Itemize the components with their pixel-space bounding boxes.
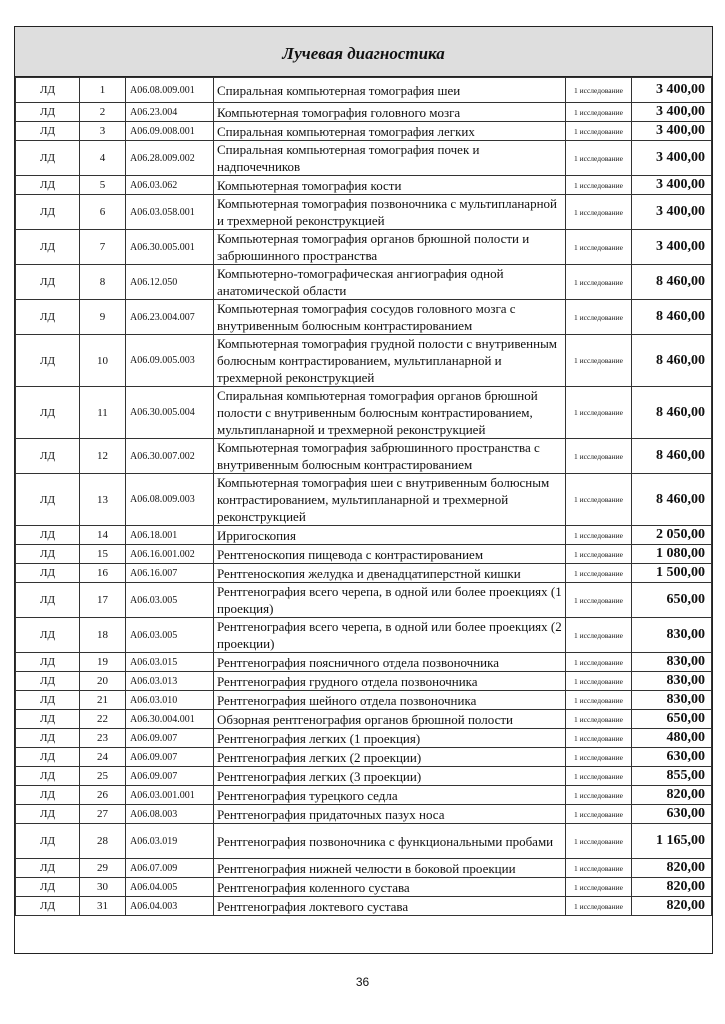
table-row xyxy=(16,195,712,230)
unit-cell: 1 исследование xyxy=(566,767,632,786)
row-number-cell: 17 xyxy=(80,583,126,618)
price-table xyxy=(15,77,712,916)
row-number-cell: 12 xyxy=(80,439,126,474)
table-row xyxy=(16,729,712,748)
service-name-cell: Обзорная рентгенография органов брюшной полости xyxy=(214,710,566,729)
row-number-cell: 1 xyxy=(80,78,126,103)
service-name-cell: Рентгеноскопия желудка и двенадцатиперстной кишки xyxy=(214,564,566,583)
unit-cell: 1 исследование xyxy=(566,824,632,859)
unit-cell: 1 исследование xyxy=(566,729,632,748)
table-row xyxy=(16,439,712,474)
table-row xyxy=(16,786,712,805)
unit-cell: 1 исследование xyxy=(566,78,632,103)
row-number-cell: 30 xyxy=(80,878,126,897)
service-code-cell: A06.28.009.002 xyxy=(126,141,214,176)
unit-cell: 1 исследование xyxy=(566,122,632,141)
price-cell: 8 460,00 xyxy=(632,474,712,526)
service-name-cell: Рентгенография коленного сустава xyxy=(214,878,566,897)
service-code-cell: A06.08.003 xyxy=(126,805,214,824)
section-code-cell: ЛД xyxy=(16,618,80,653)
section-code-cell: ЛД xyxy=(16,805,80,824)
service-name-cell: Компьютерная томография сосудов головного мозга с внутривенным болюсным контрастированием xyxy=(214,300,566,335)
table-row xyxy=(16,141,712,176)
row-number-cell: 3 xyxy=(80,122,126,141)
price-cell: 820,00 xyxy=(632,878,712,897)
unit-cell: 1 исследование xyxy=(566,691,632,710)
unit-cell: 1 исследование xyxy=(566,526,632,545)
price-cell: 820,00 xyxy=(632,786,712,805)
price-cell: 3 400,00 xyxy=(632,230,712,265)
section-code-cell: ЛД xyxy=(16,439,80,474)
table-row xyxy=(16,122,712,141)
service-code-cell: A06.23.004 xyxy=(126,103,214,122)
service-name-cell: Компьютерная томография позвоночника с мультипланарной и трехмерной реконструкцией xyxy=(214,195,566,230)
price-cell: 1 165,00 xyxy=(632,824,712,859)
row-number-cell: 21 xyxy=(80,691,126,710)
service-code-cell: A06.03.010 xyxy=(126,691,214,710)
table-row xyxy=(16,583,712,618)
table-row xyxy=(16,103,712,122)
service-name-cell: Рентгенография всего черепа, в одной или более проекциях (2 проекции) xyxy=(214,618,566,653)
page-number: 36 xyxy=(355,975,370,989)
table-row xyxy=(16,672,712,691)
service-code-cell: A06.09.005.003 xyxy=(126,335,214,387)
service-name-cell: Рентгенография позвоночника с функциональными пробами xyxy=(214,824,566,859)
unit-cell: 1 исследование xyxy=(566,878,632,897)
table-row xyxy=(16,545,712,564)
row-number-cell: 29 xyxy=(80,859,126,878)
table-row xyxy=(16,387,712,439)
row-number-cell: 9 xyxy=(80,300,126,335)
table-row xyxy=(16,474,712,526)
section-code-cell: ЛД xyxy=(16,103,80,122)
section-code-cell: ЛД xyxy=(16,545,80,564)
service-name-cell: Рентгенография локтевого сустава xyxy=(214,897,566,916)
section-header xyxy=(15,27,712,77)
row-number-cell: 11 xyxy=(80,387,126,439)
section-code-cell: ЛД xyxy=(16,583,80,618)
price-cell: 830,00 xyxy=(632,618,712,653)
service-code-cell: A06.03.005 xyxy=(126,618,214,653)
row-number-cell: 23 xyxy=(80,729,126,748)
service-name-cell: Рентгенография всего черепа, в одной или более проекциях (1 проекция) xyxy=(214,583,566,618)
price-cell: 3 400,00 xyxy=(632,176,712,195)
price-cell: 3 400,00 xyxy=(632,195,712,230)
table-row xyxy=(16,653,712,672)
row-number-cell: 22 xyxy=(80,710,126,729)
price-cell: 820,00 xyxy=(632,897,712,916)
service-code-cell: A06.03.013 xyxy=(126,672,214,691)
service-code-cell: A06.04.003 xyxy=(126,897,214,916)
price-cell: 1 500,00 xyxy=(632,564,712,583)
service-code-cell: A06.16.007 xyxy=(126,564,214,583)
section-code-cell: ЛД xyxy=(16,653,80,672)
section-code-cell: ЛД xyxy=(16,710,80,729)
service-name-cell: Рентгенография легких (1 проекция) xyxy=(214,729,566,748)
row-number-cell: 15 xyxy=(80,545,126,564)
unit-cell: 1 исследование xyxy=(566,265,632,300)
service-name-cell: Спиральная компьютерная томография органов брюшной полости с внутривенным болюсным контрастированием, мультипланарной и трехмерной реконструкцией xyxy=(214,387,566,439)
service-name-cell: Рентгенография придаточных пазух носа xyxy=(214,805,566,824)
service-name-cell: Рентгенография грудного отдела позвоночника xyxy=(214,672,566,691)
row-number-cell: 4 xyxy=(80,141,126,176)
section-code-cell: ЛД xyxy=(16,474,80,526)
table-row xyxy=(16,767,712,786)
price-cell: 3 400,00 xyxy=(632,103,712,122)
table-row xyxy=(16,748,712,767)
service-code-cell: A06.03.001.001 xyxy=(126,786,214,805)
row-number-cell: 7 xyxy=(80,230,126,265)
section-code-cell: ЛД xyxy=(16,387,80,439)
section-code-cell: ЛД xyxy=(16,767,80,786)
unit-cell: 1 исследование xyxy=(566,103,632,122)
unit-cell: 1 исследование xyxy=(566,672,632,691)
table-row xyxy=(16,878,712,897)
service-code-cell: A06.03.058.001 xyxy=(126,195,214,230)
row-number-cell: 25 xyxy=(80,767,126,786)
unit-cell: 1 исследование xyxy=(566,545,632,564)
section-code-cell: ЛД xyxy=(16,176,80,195)
row-number-cell: 10 xyxy=(80,335,126,387)
unit-cell: 1 исследование xyxy=(566,710,632,729)
price-cell: 650,00 xyxy=(632,583,712,618)
row-number-cell: 24 xyxy=(80,748,126,767)
service-code-cell: A06.09.007 xyxy=(126,767,214,786)
service-code-cell: A06.09.008.001 xyxy=(126,122,214,141)
table-row xyxy=(16,230,712,265)
service-name-cell: Рентгенография нижней челюсти в боковой проекции xyxy=(214,859,566,878)
price-cell: 8 460,00 xyxy=(632,335,712,387)
unit-cell: 1 исследование xyxy=(566,748,632,767)
unit-cell: 1 исследование xyxy=(566,618,632,653)
price-cell: 830,00 xyxy=(632,691,712,710)
price-cell: 8 460,00 xyxy=(632,439,712,474)
unit-cell: 1 исследование xyxy=(566,564,632,583)
price-cell: 480,00 xyxy=(632,729,712,748)
service-code-cell: A06.09.007 xyxy=(126,729,214,748)
row-number-cell: 8 xyxy=(80,265,126,300)
table-row xyxy=(16,176,712,195)
service-code-cell: A06.12.050 xyxy=(126,265,214,300)
row-number-cell: 2 xyxy=(80,103,126,122)
unit-cell: 1 исследование xyxy=(566,897,632,916)
section-code-cell: ЛД xyxy=(16,335,80,387)
service-name-cell: Компьютерная томография забрюшинного пространства с внутривенным болюсным контрастированием xyxy=(214,439,566,474)
row-number-cell: 18 xyxy=(80,618,126,653)
service-name-cell: Компьютерная томография органов брюшной полости и забрюшинного пространства xyxy=(214,230,566,265)
service-code-cell: A06.07.009 xyxy=(126,859,214,878)
price-cell: 3 400,00 xyxy=(632,122,712,141)
row-number-cell: 27 xyxy=(80,805,126,824)
price-table-body xyxy=(16,78,712,916)
unit-cell: 1 исследование xyxy=(566,439,632,474)
row-number-cell: 20 xyxy=(80,672,126,691)
service-name-cell: Компьютерная томография головного мозга xyxy=(214,103,566,122)
table-row xyxy=(16,300,712,335)
section-code-cell: ЛД xyxy=(16,859,80,878)
row-number-cell: 5 xyxy=(80,176,126,195)
row-number-cell: 13 xyxy=(80,474,126,526)
section-title: Лучевая диагностика xyxy=(282,43,445,63)
service-code-cell: A06.04.005 xyxy=(126,878,214,897)
section-code-cell: ЛД xyxy=(16,78,80,103)
service-code-cell: A06.08.009.003 xyxy=(126,474,214,526)
unit-cell: 1 исследование xyxy=(566,335,632,387)
section-code-cell: ЛД xyxy=(16,526,80,545)
service-code-cell: A06.03.062 xyxy=(126,176,214,195)
section-code-cell: ЛД xyxy=(16,564,80,583)
table-row xyxy=(16,78,712,103)
table-row xyxy=(16,859,712,878)
table-row xyxy=(16,618,712,653)
unit-cell: 1 исследование xyxy=(566,141,632,176)
row-number-cell: 26 xyxy=(80,786,126,805)
service-name-cell: Компьютерно-томографическая ангиография одной анатомической области xyxy=(214,265,566,300)
unit-cell: 1 исследование xyxy=(566,195,632,230)
section-code-cell: ЛД xyxy=(16,748,80,767)
table-row xyxy=(16,526,712,545)
service-name-cell: Рентгенография легких (2 проекции) xyxy=(214,748,566,767)
price-cell: 8 460,00 xyxy=(632,387,712,439)
unit-cell: 1 исследование xyxy=(566,474,632,526)
section-code-cell: ЛД xyxy=(16,230,80,265)
price-cell: 855,00 xyxy=(632,767,712,786)
unit-cell: 1 исследование xyxy=(566,805,632,824)
table-row xyxy=(16,824,712,859)
unit-cell: 1 исследование xyxy=(566,300,632,335)
section-code-cell: ЛД xyxy=(16,195,80,230)
section-code-cell: ЛД xyxy=(16,691,80,710)
table-row xyxy=(16,710,712,729)
table-row xyxy=(16,897,712,916)
unit-cell: 1 исследование xyxy=(566,583,632,618)
price-cell: 830,00 xyxy=(632,653,712,672)
price-list-sheet xyxy=(14,26,713,954)
service-name-cell: Компьютерная томография грудной полости с внутривенным болюсным контрастированием, мультипланарной и трехмерной реконструкцией xyxy=(214,335,566,387)
section-code-cell: ЛД xyxy=(16,122,80,141)
row-number-cell: 31 xyxy=(80,897,126,916)
section-code-cell: ЛД xyxy=(16,141,80,176)
service-code-cell: A06.30.005.004 xyxy=(126,387,214,439)
price-cell: 3 400,00 xyxy=(632,78,712,103)
service-name-cell: Спиральная компьютерная томография легких xyxy=(214,122,566,141)
price-cell: 630,00 xyxy=(632,748,712,767)
service-code-cell: A06.30.005.001 xyxy=(126,230,214,265)
service-name-cell: Ирригоскопия xyxy=(214,526,566,545)
section-code-cell: ЛД xyxy=(16,265,80,300)
service-code-cell: A06.30.007.002 xyxy=(126,439,214,474)
unit-cell: 1 исследование xyxy=(566,653,632,672)
service-name-cell: Спиральная компьютерная томография шеи xyxy=(214,78,566,103)
service-name-cell: Спиральная компьютерная томография почек и надпочечников xyxy=(214,141,566,176)
price-cell: 630,00 xyxy=(632,805,712,824)
service-name-cell: Рентгенография поясничного отдела позвоночника xyxy=(214,653,566,672)
service-name-cell: Рентгенография шейного отдела позвоночника xyxy=(214,691,566,710)
service-code-cell: A06.18.001 xyxy=(126,526,214,545)
section-code-cell: ЛД xyxy=(16,824,80,859)
unit-cell: 1 исследование xyxy=(566,859,632,878)
price-cell: 2 050,00 xyxy=(632,526,712,545)
unit-cell: 1 исследование xyxy=(566,786,632,805)
service-code-cell: A06.03.019 xyxy=(126,824,214,859)
service-code-cell: A06.08.009.001 xyxy=(126,78,214,103)
section-code-cell: ЛД xyxy=(16,729,80,748)
price-cell: 1 080,00 xyxy=(632,545,712,564)
unit-cell: 1 исследование xyxy=(566,387,632,439)
row-number-cell: 28 xyxy=(80,824,126,859)
table-row xyxy=(16,335,712,387)
price-cell: 8 460,00 xyxy=(632,265,712,300)
section-code-cell: ЛД xyxy=(16,786,80,805)
price-cell: 8 460,00 xyxy=(632,300,712,335)
section-code-cell: ЛД xyxy=(16,300,80,335)
service-name-cell: Рентгенография турецкого седла xyxy=(214,786,566,805)
table-row xyxy=(16,265,712,300)
section-code-cell: ЛД xyxy=(16,897,80,916)
table-row xyxy=(16,805,712,824)
unit-cell: 1 исследование xyxy=(566,176,632,195)
price-cell: 820,00 xyxy=(632,859,712,878)
service-name-cell: Рентгеноскопия пищевода с контрастированием xyxy=(214,545,566,564)
service-code-cell: A06.23.004.007 xyxy=(126,300,214,335)
service-code-cell: A06.09.007 xyxy=(126,748,214,767)
service-code-cell: A06.03.015 xyxy=(126,653,214,672)
row-number-cell: 14 xyxy=(80,526,126,545)
section-code-cell: ЛД xyxy=(16,672,80,691)
row-number-cell: 19 xyxy=(80,653,126,672)
table-row xyxy=(16,691,712,710)
service-code-cell: A06.16.001.002 xyxy=(126,545,214,564)
price-cell: 650,00 xyxy=(632,710,712,729)
unit-cell: 1 исследование xyxy=(566,230,632,265)
service-name-cell: Рентгенография легких (3 проекции) xyxy=(214,767,566,786)
price-cell: 3 400,00 xyxy=(632,141,712,176)
table-row xyxy=(16,564,712,583)
service-code-cell: A06.30.004.001 xyxy=(126,710,214,729)
service-code-cell: A06.03.005 xyxy=(126,583,214,618)
service-name-cell: Компьютерная томография шеи с внутривенным болюсным контрастированием, мультипланарной и трехмерной реконструкцией xyxy=(214,474,566,526)
section-code-cell: ЛД xyxy=(16,878,80,897)
price-cell: 830,00 xyxy=(632,672,712,691)
row-number-cell: 6 xyxy=(80,195,126,230)
service-name-cell: Компьютерная томография кости xyxy=(214,176,566,195)
row-number-cell: 16 xyxy=(80,564,126,583)
